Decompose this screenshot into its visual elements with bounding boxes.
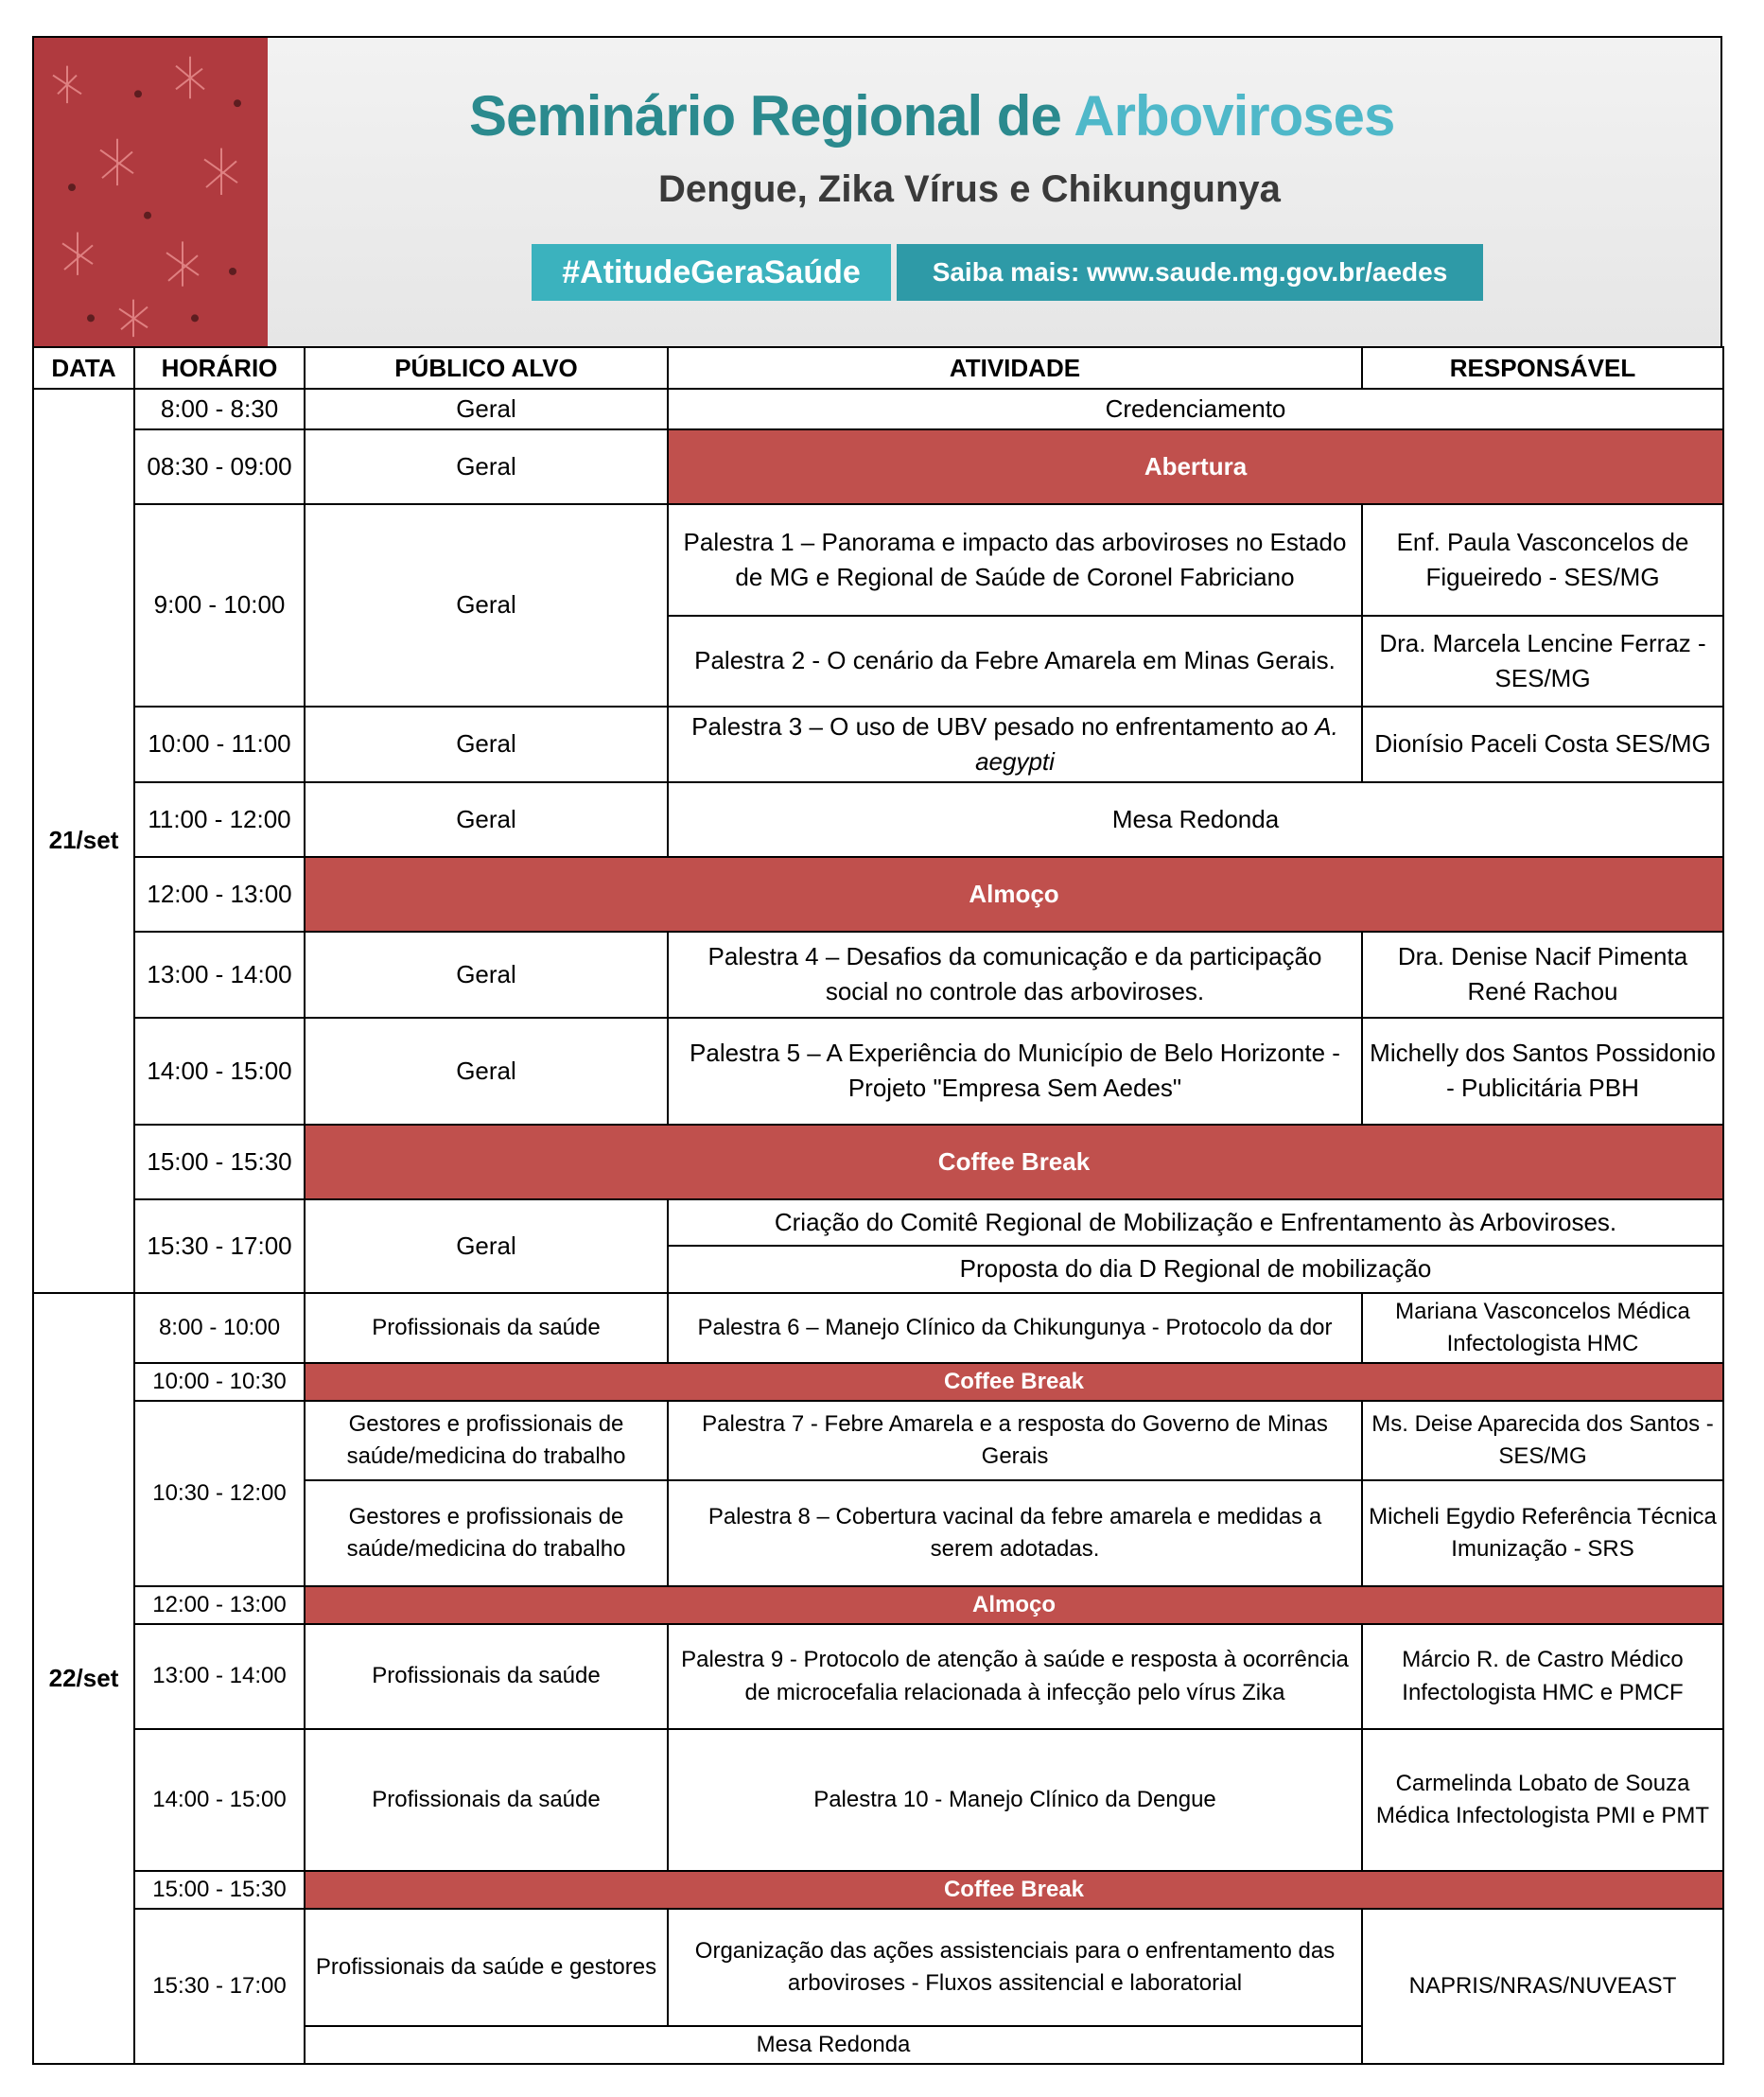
date-cell-day2: 22/set: [33, 1293, 134, 2064]
table-row: [33, 932, 1723, 1018]
header-row: [33, 347, 1723, 389]
activity-cell: Palestra 6 – Manejo Clínico da Chikungunya - Protocolo da dor: [668, 1293, 1362, 1363]
audience-cell: Geral: [305, 782, 668, 857]
banner-title: Seminário Regional de Arboviroses: [469, 84, 1395, 148]
audience-cell: Geral: [305, 389, 668, 429]
responsible-cell: Carmelinda Lobato de Souza Médica Infectologista PMI e PMT: [1362, 1729, 1723, 1871]
mosquito-pattern-decoration: [34, 38, 268, 346]
audience-cell: Profissionais da saúde: [305, 1729, 668, 1871]
date-cell-day1: 21/set: [33, 389, 134, 1293]
audience-cell: Profissionais da saúde e gestores: [305, 1909, 668, 2026]
coffee-break-banner-cell: Coffee Break: [305, 1871, 1723, 1909]
time-cell: 14:00 - 15:00: [134, 1729, 305, 1871]
audience-cell: Profissionais da saúde: [305, 1624, 668, 1729]
table-row: [33, 1363, 1723, 1401]
table-row: [33, 1199, 1723, 1246]
table-row: [33, 707, 1723, 782]
audience-cell: Gestores e profissionais de saúde/medicina do trabalho: [305, 1401, 668, 1480]
responsible-cell: Mariana Vasconcelos Médica Infectologista HMC: [1362, 1293, 1723, 1363]
activity-cell: Palestra 9 - Protocolo de atenção à saúde e resposta à ocorrência de microcefalia relacionada à infecção pelo vírus Zika: [668, 1624, 1362, 1729]
banner-subtitle: Dengue, Zika Vírus e Chikungunya: [658, 168, 1281, 210]
audience-cell: Gestores e profissionais de saúde/medicina do trabalho: [305, 1480, 668, 1586]
responsible-cell: Ms. Deise Aparecida dos Santos - SES/MG: [1362, 1401, 1723, 1480]
table-row: [33, 429, 1723, 504]
time-cell: 11:00 - 12:00: [134, 782, 305, 857]
activity-cell: Organização das ações assistenciais para o enfrentamento das arboviroses - Fluxos assitencial e laboratorial: [668, 1909, 1362, 2026]
time-cell: 15:30 - 17:00: [134, 1199, 305, 1293]
time-cell: 10:00 - 11:00: [134, 707, 305, 782]
event-banner: [32, 36, 1722, 348]
time-cell: 10:30 - 12:00: [134, 1401, 305, 1586]
table-row: [33, 1018, 1723, 1125]
table-row: [33, 504, 1723, 616]
header-time: HORÁRIO: [134, 347, 305, 389]
audience-cell: Geral: [305, 1018, 668, 1125]
time-cell: 15:30 - 17:00: [134, 1909, 305, 2064]
time-cell: 15:00 - 15:30: [134, 1125, 305, 1199]
time-cell: 10:00 - 10:30: [134, 1363, 305, 1401]
responsible-cell: Dionísio Paceli Costa SES/MG: [1362, 707, 1723, 782]
lunch-banner-cell: Almoço: [305, 1586, 1723, 1624]
header-audience: PÚBLICO ALVO: [305, 347, 668, 389]
time-cell: 15:00 - 15:30: [134, 1871, 305, 1909]
table-row: [33, 1586, 1723, 1624]
time-cell: 12:00 - 13:00: [134, 1586, 305, 1624]
activity-cell: Palestra 2 - O cenário da Febre Amarela em Minas Gerais.: [668, 616, 1362, 707]
activity-cell: Proposta do dia D Regional de mobilização: [668, 1246, 1723, 1293]
time-cell: 13:00 - 14:00: [134, 932, 305, 1018]
time-cell: 12:00 - 13:00: [134, 857, 305, 932]
audience-cell: Geral: [305, 1199, 668, 1293]
time-cell: 8:00 - 10:00: [134, 1293, 305, 1363]
lunch-banner-cell: Almoço: [305, 857, 1723, 932]
opening-banner-cell: Abertura: [668, 429, 1723, 504]
audience-cell: Profissionais da saúde: [305, 1293, 668, 1363]
responsible-cell: Dra. Denise Nacif Pimenta René Rachou: [1362, 932, 1723, 1018]
audience-cell: Geral: [305, 429, 668, 504]
table-row: [33, 782, 1723, 857]
time-cell: 8:00 - 8:30: [134, 389, 305, 429]
table-row: [33, 1293, 1723, 1363]
audience-cell: Geral: [305, 504, 668, 707]
activity-cell: Credenciamento: [668, 389, 1723, 429]
banner-link[interactable]: Saiba mais: www.saude.mg.gov.br/aedes: [897, 244, 1483, 301]
species-name: A. aegypti: [975, 711, 1338, 776]
banner-hashtag: #AtitudeGeraSaúde: [532, 244, 891, 301]
activity-cell: Palestra 8 – Cobertura vacinal da febre amarela e medidas a serem adotadas.: [668, 1480, 1362, 1586]
responsible-cell: Michelly dos Santos Possidonio - Publicitária PBH: [1362, 1018, 1723, 1125]
activity-cell: Palestra 1 – Panorama e impacto das arboviroses no Estado de MG e Regional de Saúde de Coronel Fabriciano: [668, 504, 1362, 616]
schedule-table: [32, 346, 1724, 2065]
activity-cell: Palestra 7 - Febre Amarela e a resposta do Governo de Minas Gerais: [668, 1401, 1362, 1480]
responsible-cell: Enf. Paula Vasconcelos de Figueiredo - SES/MG: [1362, 504, 1723, 616]
responsible-cell: Márcio R. de Castro Médico Infectologista HMC e PMCF: [1362, 1624, 1723, 1729]
time-cell: 08:30 - 09:00: [134, 429, 305, 504]
time-cell: 9:00 - 10:00: [134, 504, 305, 707]
header-activity: ATIVIDADE: [668, 347, 1362, 389]
table-row: [33, 1729, 1723, 1871]
coffee-break-banner-cell: Coffee Break: [305, 1125, 1723, 1199]
banner-title-accent: Arboviroses: [1074, 84, 1395, 148]
time-cell: 14:00 - 15:00: [134, 1018, 305, 1125]
audience-cell: Geral: [305, 932, 668, 1018]
responsible-cell: Micheli Egydio Referência Técnica Imunização - SRS: [1362, 1480, 1723, 1586]
table-row: [33, 1909, 1723, 2026]
activity-cell: Mesa Redonda: [668, 782, 1723, 857]
table-row: [33, 857, 1723, 932]
table-row: [33, 1871, 1723, 1909]
time-cell: 13:00 - 14:00: [134, 1624, 305, 1729]
activity-cell: Palestra 3 – O uso de UBV pesado no enfrentamento ao A. aegypti: [668, 707, 1362, 782]
activity-cell: Criação do Comitê Regional de Mobilização e Enfrentamento às Arboviroses.: [668, 1199, 1723, 1246]
header-date: DATA: [33, 347, 134, 389]
activity-cell: Mesa Redonda: [305, 2026, 1362, 2064]
audience-cell: Geral: [305, 707, 668, 782]
coffee-break-banner-cell: Coffee Break: [305, 1363, 1723, 1401]
responsible-cell: NAPRIS/NRAS/NUVEAST: [1362, 1909, 1723, 2064]
table-row: [33, 1624, 1723, 1729]
activity-cell: Palestra 4 – Desafios da comunicação e da participação social no controle das arboviroses.: [668, 932, 1362, 1018]
header-responsible: RESPONSÁVEL: [1362, 347, 1723, 389]
activity-cell: Palestra 5 – A Experiência do Município de Belo Horizonte - Projeto "Empresa Sem Aedes": [668, 1018, 1362, 1125]
table-row: [33, 389, 1723, 429]
table-row: [33, 1125, 1723, 1199]
responsible-cell: Dra. Marcela Lencine Ferraz - SES/MG: [1362, 616, 1723, 707]
table-row: [33, 1401, 1723, 1480]
activity-cell: Palestra 10 - Manejo Clínico da Dengue: [668, 1729, 1362, 1871]
